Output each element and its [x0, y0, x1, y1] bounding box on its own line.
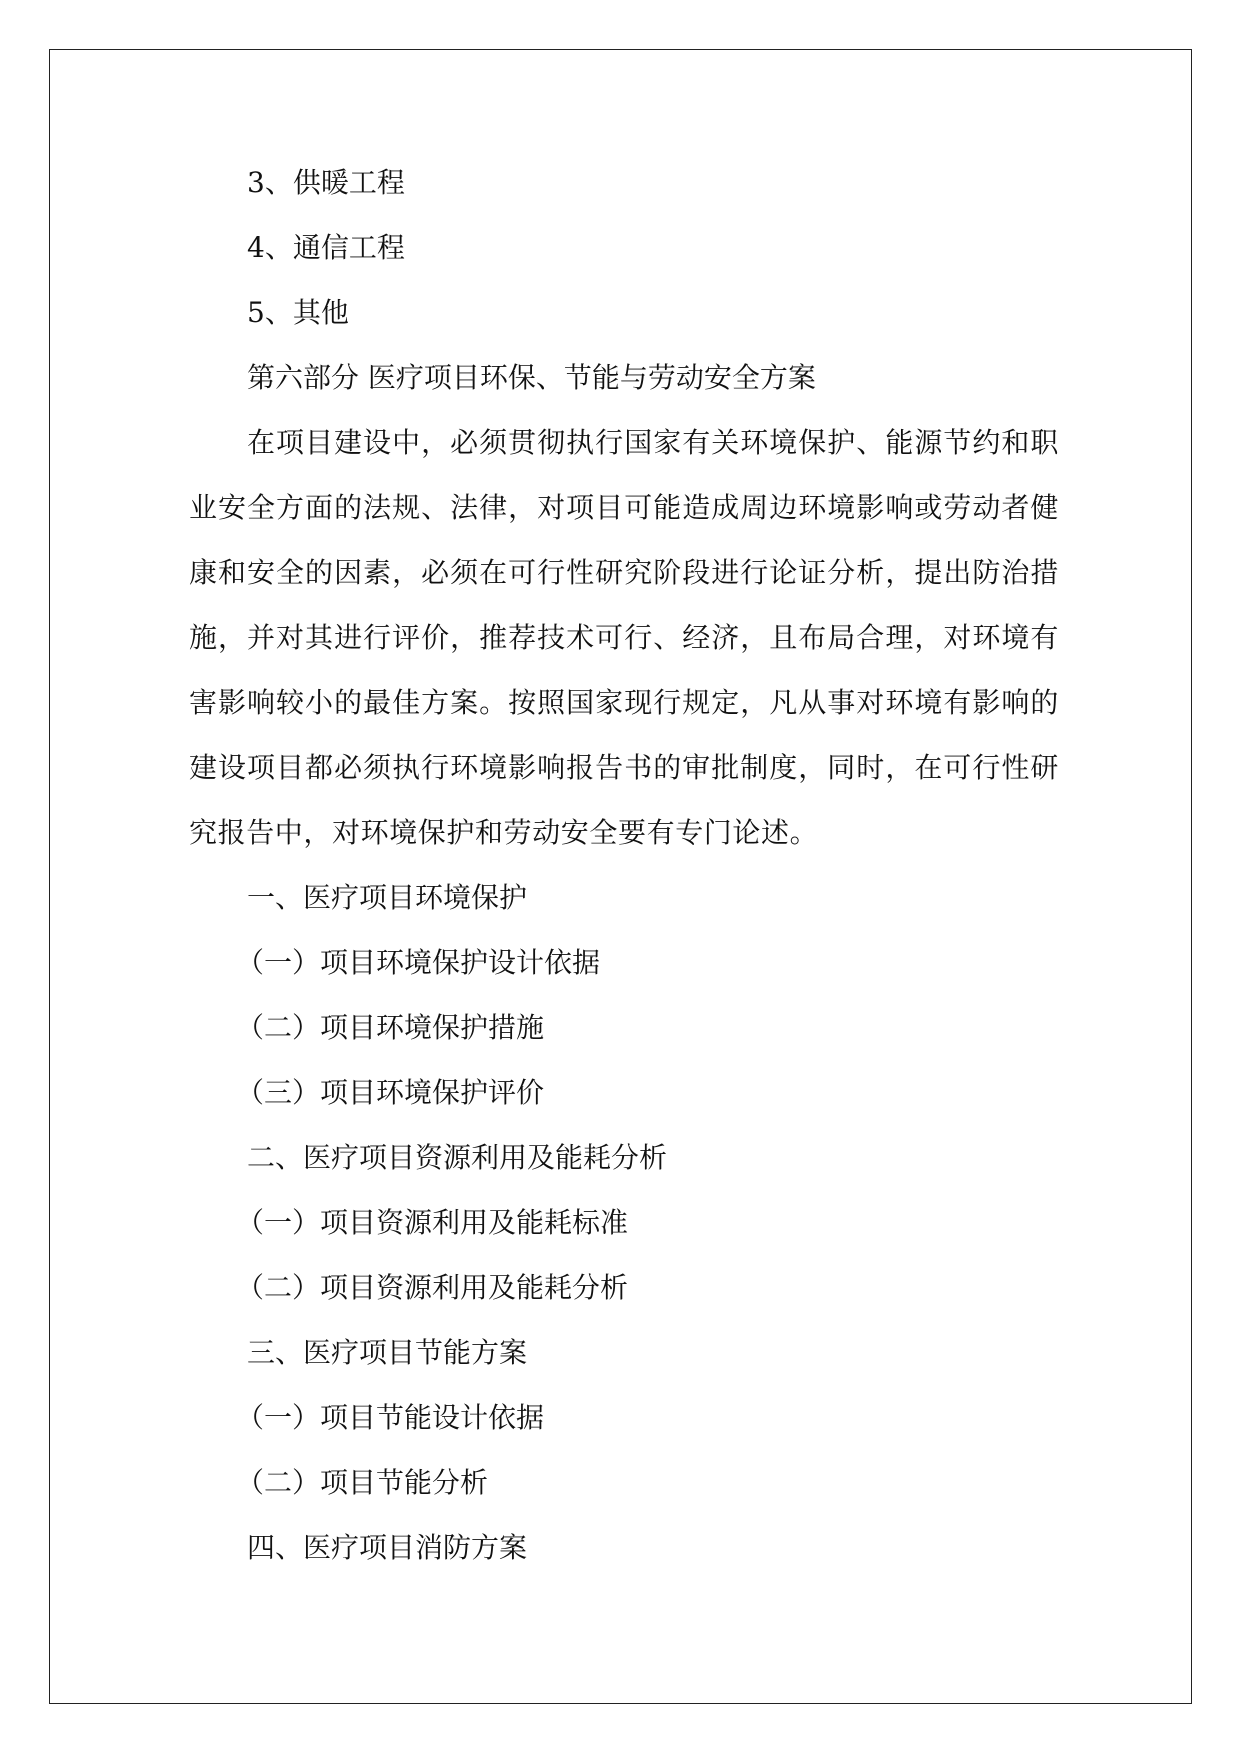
section-line: 第六部分 医疗项目环保、节能与劳动安全方案	[247, 361, 816, 394]
subsection-heading: （二）项目资源利用及能耗分析	[236, 1271, 629, 1304]
section-line: 4、通信工程	[247, 231, 405, 264]
section-line: 四、医疗项目消防方案	[247, 1531, 528, 1564]
subsection-heading: （一）项目资源利用及能耗标准	[236, 1206, 629, 1239]
subsection-heading: （二）项目环境保护措施	[236, 1011, 545, 1044]
subsection-heading: （二）项目节能分析	[236, 1466, 489, 1499]
document-body	[189, 150, 1059, 1580]
section-line: 三、医疗项目节能方案	[247, 1336, 528, 1369]
section-line: 3、供暖工程	[247, 166, 405, 199]
body-paragraph: 在项目建设中，必须贯彻执行国家有关环境保护、能源节约和职业安全方面的法规、法律，对项目可能造成周边环境影响或劳动者健康和安全的因素，必须在可行性研究阶段进行论证分析，提出防治措施，并对其进行评价，推荐技术可行、经济，且布局合理，对环境有害影响较小的最佳方案。按照国家现行规定，凡从事对环境有影响的建设项目都必须执行环境影响报告书的审批制度，同时，在可行性研究报告中，对环境保护和劳动安全要有专门论述。	[189, 426, 1059, 849]
subsection-heading: （一）项目节能设计依据	[236, 1401, 545, 1434]
section-line: 5、其他	[247, 296, 349, 329]
subsection-heading: （三）项目环境保护评价	[236, 1076, 545, 1109]
section-line: 二、医疗项目资源利用及能耗分析	[247, 1141, 668, 1174]
subsection-heading: （一）项目环境保护设计依据	[236, 946, 601, 979]
section-line: 一、医疗项目环境保护	[247, 881, 528, 914]
